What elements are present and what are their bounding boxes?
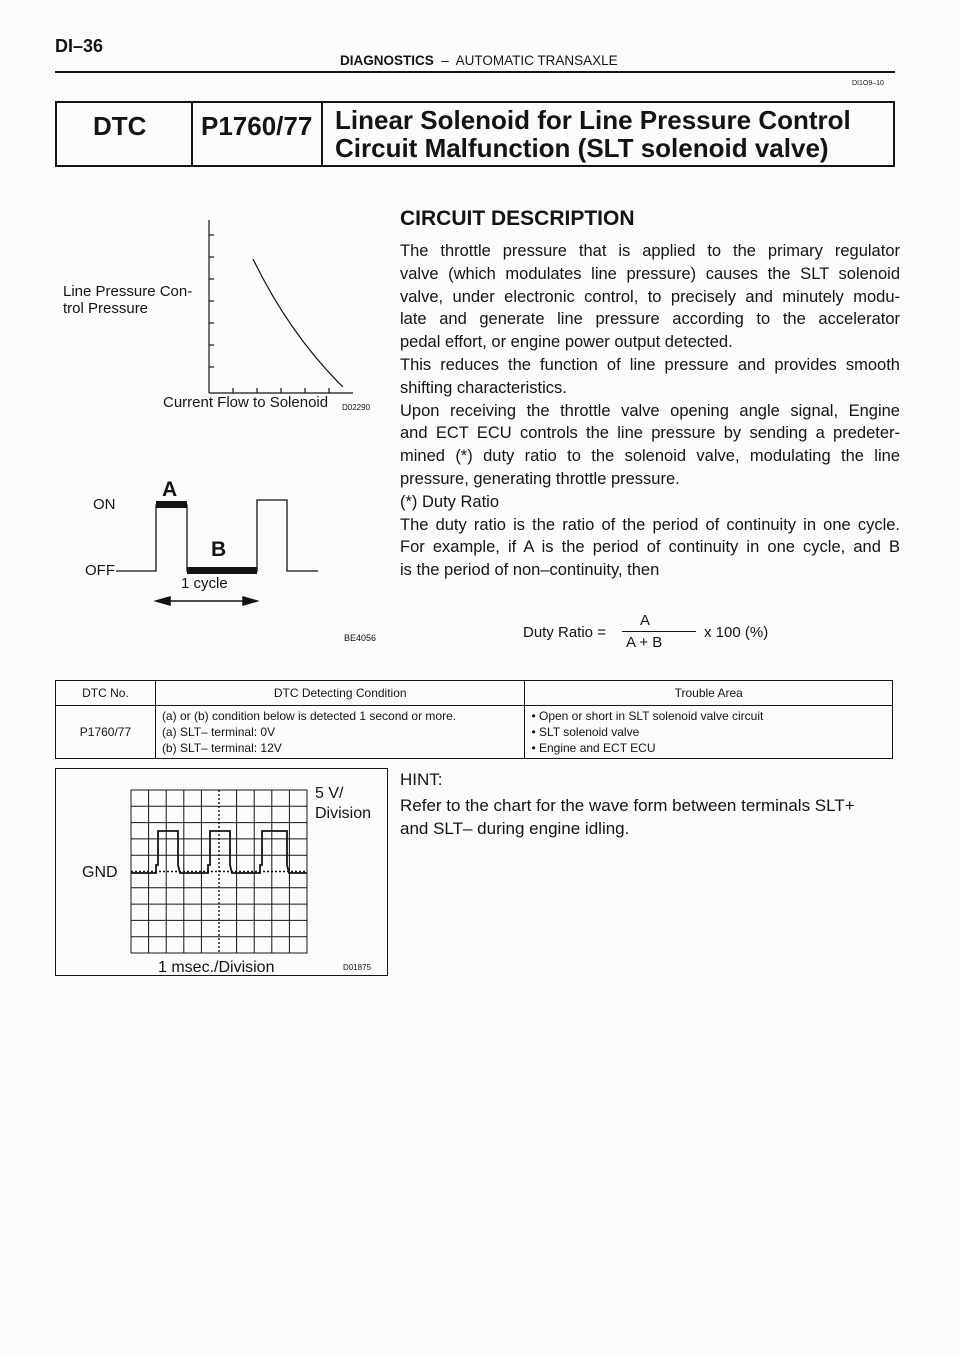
- dtc-label: DTC: [93, 111, 147, 141]
- description-line: valve, under electronic control, to precisely and minutely modu-: [400, 287, 900, 306]
- dtc-table: [55, 680, 893, 759]
- description-line: For example, if A is the period of continuity in one cycle, and B: [400, 538, 900, 557]
- graph1-ylabel-1: Line Pressure Con-: [63, 283, 193, 300]
- description-line: The throttle pressure that is applied to the primary regulator: [400, 242, 900, 260]
- line-pressure-graph: [195, 215, 365, 400]
- duty-pulse-diagram: [110, 490, 325, 610]
- description-line: The duty ratio is the ratio of the period of continuity in one cycle.: [400, 515, 900, 534]
- dtc-title-line2: Circuit Malfunction (SLT solenoid valve): [335, 133, 829, 163]
- trouble-area-line: • Engine and ECT ECU: [531, 741, 656, 755]
- graph1-xlabel: Current Flow to Solenoid: [163, 394, 329, 411]
- circuit-description-body: [400, 240, 900, 582]
- dtc-title-line1: Linear Solenoid for Line Pressure Control: [335, 105, 851, 135]
- fraction-bar: [622, 631, 696, 632]
- label-b: B: [211, 538, 227, 561]
- col-header-dtc-no: DTC No.: [56, 681, 156, 706]
- table-row: [56, 706, 893, 759]
- condition-line: (b) SLT– terminal: 12V: [161, 741, 282, 755]
- period-a-bar: [156, 501, 187, 508]
- hint-body: [400, 794, 900, 840]
- description-line: This reduces the function of line pressure and provides smooth: [400, 355, 900, 374]
- header-subsection: AUTOMATIC TRANSAXLE: [455, 53, 618, 68]
- col-header-condition: DTC Detecting Condition: [155, 681, 525, 706]
- condition-cell: [155, 706, 525, 759]
- description-line: and ECT ECU controls the line pressure by sending a predeter-: [400, 424, 900, 443]
- dtc-banner: [55, 101, 895, 167]
- duty-ratio-denominator: A + B: [626, 634, 663, 651]
- duty-ratio-label: Duty Ratio =: [523, 624, 606, 641]
- description-line: pedal effort, or engine power output detected.: [400, 333, 733, 352]
- doc-code: DI1O9–10: [852, 80, 884, 87]
- pressure-curve: [253, 259, 343, 387]
- duty-ratio-numerator: A: [640, 612, 651, 629]
- condition-line: (a) or (b) condition below is detected 1 second or more.: [161, 709, 457, 723]
- header-rule: [55, 71, 895, 73]
- duty-ratio-multiplier: x 100 (%): [704, 624, 769, 641]
- gnd-label: GND: [82, 864, 118, 881]
- oscilloscope-waveform: [128, 785, 313, 960]
- pulse-waveform: [116, 500, 318, 571]
- label-a: A: [162, 478, 178, 501]
- dtc-code: P1760/77: [201, 111, 313, 141]
- table-header-row: [56, 681, 893, 706]
- waveform-code: D01875: [343, 963, 372, 972]
- trouble-area-line: • SLT solenoid valve: [531, 725, 640, 739]
- dtc-no-cell: P1760/77: [56, 706, 156, 759]
- description-line: is the period of non–continuity, then: [400, 561, 660, 580]
- description-line: valve (which modulates line pressure) causes the SLT solenoid: [400, 264, 900, 283]
- off-label: OFF: [85, 562, 115, 579]
- description-line: (*) Duty Ratio: [400, 492, 500, 511]
- header-section: DIAGNOSTICS: [340, 53, 434, 68]
- description-line: late and generate line pressure according to the accelerator: [400, 310, 900, 329]
- circuit-description-title: CIRCUIT DESCRIPTION: [400, 207, 635, 230]
- description-line: pressure, generating throttle pressure.: [400, 469, 680, 488]
- col-header-trouble-area: Trouble Area: [525, 681, 893, 706]
- trouble-area-line: • Open or short in SLT solenoid valve circuit: [531, 709, 764, 723]
- hint-title: HINT:: [400, 770, 443, 789]
- volt-div-label-2: Division: [315, 805, 372, 822]
- hint-line-1: Refer to the chart for the wave form between terminals SLT+: [400, 796, 855, 815]
- page-number: DI–36: [55, 36, 104, 56]
- on-label: ON: [93, 496, 116, 513]
- graph1-code: D02290: [342, 403, 371, 412]
- hint-line-2: and SLT– during engine idling.: [400, 819, 630, 838]
- volt-div-label-1: 5 V/: [315, 785, 344, 802]
- time-div-label: 1 msec./Division: [158, 959, 275, 976]
- graph1-ylabel-2: trol Pressure: [63, 300, 149, 317]
- period-b-bar: [187, 567, 257, 574]
- description-line: shifting characteristics.: [400, 378, 567, 397]
- description-line: Upon receiving the throttle valve opening angle signal, Engine: [400, 401, 900, 420]
- graph2-code: BE4056: [344, 633, 377, 643]
- condition-line: (a) SLT– terminal: 0V: [161, 725, 276, 739]
- header-dash: –: [441, 53, 449, 68]
- trouble-area-cell: [525, 706, 893, 759]
- cycle-label: 1 cycle: [181, 575, 228, 592]
- description-line: mined (*) duty ratio to the solenoid valve, modulating the line: [400, 447, 900, 466]
- running-header: [340, 53, 618, 68]
